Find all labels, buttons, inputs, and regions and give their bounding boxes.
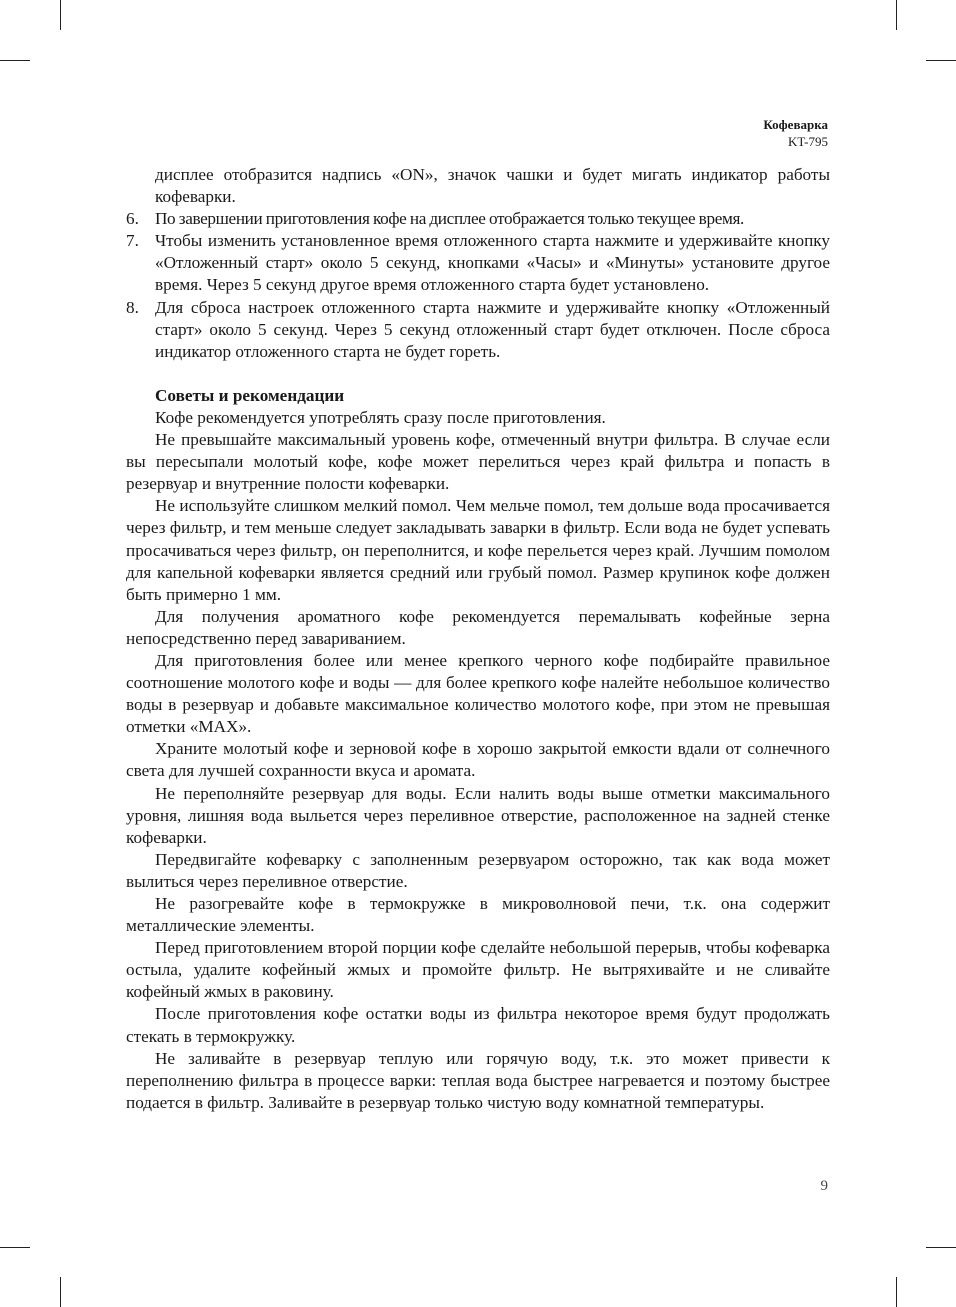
step-text: Для сброса настроек отложенного старта нажмите и удерживайте кнопку «Отложенный старт» около 5 секунд. Через 5 секунд отложенный старт будет отключен. После сброса индикатор отложенного старта не будет гореть.: [155, 297, 830, 361]
tip-paragraph: Для получения ароматного кофе рекомендуется перемалывать кофейные зерна непосредственно перед завариванием.: [126, 606, 830, 648]
crop-mark-bottom-right-h: [926, 1247, 956, 1248]
tip-paragraph: Для приготовления более или менее крепкого черного кофе подбирайте правильное соотношение молотого кофе и воды — для более крепкого кофе налейте небольшое количество воды в резервуар и добавьте максимальное количество молотого кофе, при этом не превышая отметки «MAX».: [126, 650, 830, 737]
tip-paragraph: После приготовления кофе остатки воды из фильтра некоторое время будут продолжать стекать в термокружку.: [126, 1004, 830, 1046]
continuation-text: дисплее отобразится надпись «ON», значок чашки и будет мигать индикатор работы кофеварки.: [155, 165, 830, 207]
crop-mark-bottom-left-h: [0, 1247, 30, 1248]
tip-paragraph: Не переполняйте резервуар для воды. Если налить воды выше отметки максимального уровня, лишняя вода выльется через переливное отверстие, расположенное на задней стенке кофеварки.: [126, 783, 830, 847]
crop-mark-top-right-h: [926, 60, 956, 61]
step-number: 6.: [126, 209, 139, 229]
crop-mark-top-left: [60, 0, 61, 30]
running-header: [763, 116, 828, 150]
crop-mark-bottom-left: [60, 1277, 61, 1307]
step-number: 8.: [126, 297, 139, 317]
crop-mark-top-right: [896, 0, 897, 30]
step-item: [126, 230, 830, 296]
crop-mark-bottom-right: [896, 1277, 897, 1307]
tip-paragraph: Не разогревайте кофе в термокружке в микроволновой печи, т.к. она содержит металлические элементы.: [126, 894, 830, 936]
tip-paragraph: Перед приготовлением второй порции кофе сделайте небольшой перерыв, чтобы кофеварка остыла, удалите кофейный жмых и промойте фильтр. Не вытряхивайте и не сливайте кофейный жмых в раковину.: [126, 938, 830, 1002]
step-text: Чтобы изменить установленное время отложенного старта нажмите и удерживайте кнопку «Отложенный старт» около 5 секунд, кнопками «Часы» и «Минуты» установите другое время. Через 5 секунд другое время отложенного старта будет установлено.: [155, 231, 830, 295]
page-body: [126, 164, 830, 1114]
step-text: По завершении приготовления кофе на дисплее отображается только текущее время.: [155, 209, 744, 229]
header-title: Кофеварка: [763, 117, 828, 132]
section-heading: Советы и рекомендации: [155, 385, 345, 405]
step-number: 7.: [126, 231, 139, 251]
crop-mark-top-left-h: [0, 60, 30, 61]
tip-paragraph: Кофе рекомендуется употреблять сразу после приготовления.: [155, 407, 606, 427]
tip-paragraph: Не превышайте максимальный уровень кофе, отмеченный внутри фильтра. В случае если вы пересыпали молотый кофе, кофе может перелиться через край фильтра и попасть в резервуар и внутренние полости кофеварки.: [126, 430, 830, 494]
tip-paragraph: Передвигайте кофеварку с заполненным резервуаром осторожно, так как вода может вылиться через переливное отверстие.: [126, 849, 830, 891]
step-item: [126, 208, 830, 230]
step-item: [126, 297, 830, 363]
tip-paragraph: Не заливайте в резервуар теплую или горячую воду, т.к. это может привести к переполнению фильтра в процессе варки: теплая вода быстрее нагревается и поэтому быстрее подается в фильтр. Заливайте в резервуар только чистую воду комнатной температуры.: [126, 1048, 830, 1112]
page-number: 9: [820, 1178, 828, 1194]
tip-paragraph: Храните молотый кофе и зерновой кофе в хорошо закрытой емкости вдали от солнечного света для лучшей сохранности вкуса и аромата.: [126, 739, 830, 781]
header-model: KT-795: [788, 134, 828, 149]
tip-paragraph: Не используйте слишком мелкий помол. Чем мельче помол, тем дольше вода просачивается через фильтр, и тем меньше следует закладывать заварки в фильтр. Если вода не будет успевать просачиваться через фильтр, он переполнится, и кофе перельется через край. Лучшим помолом для капельной кофеварки является средний или грубый помол. Размер крупинок кофе должен быть примерно 1 мм.: [126, 496, 830, 604]
